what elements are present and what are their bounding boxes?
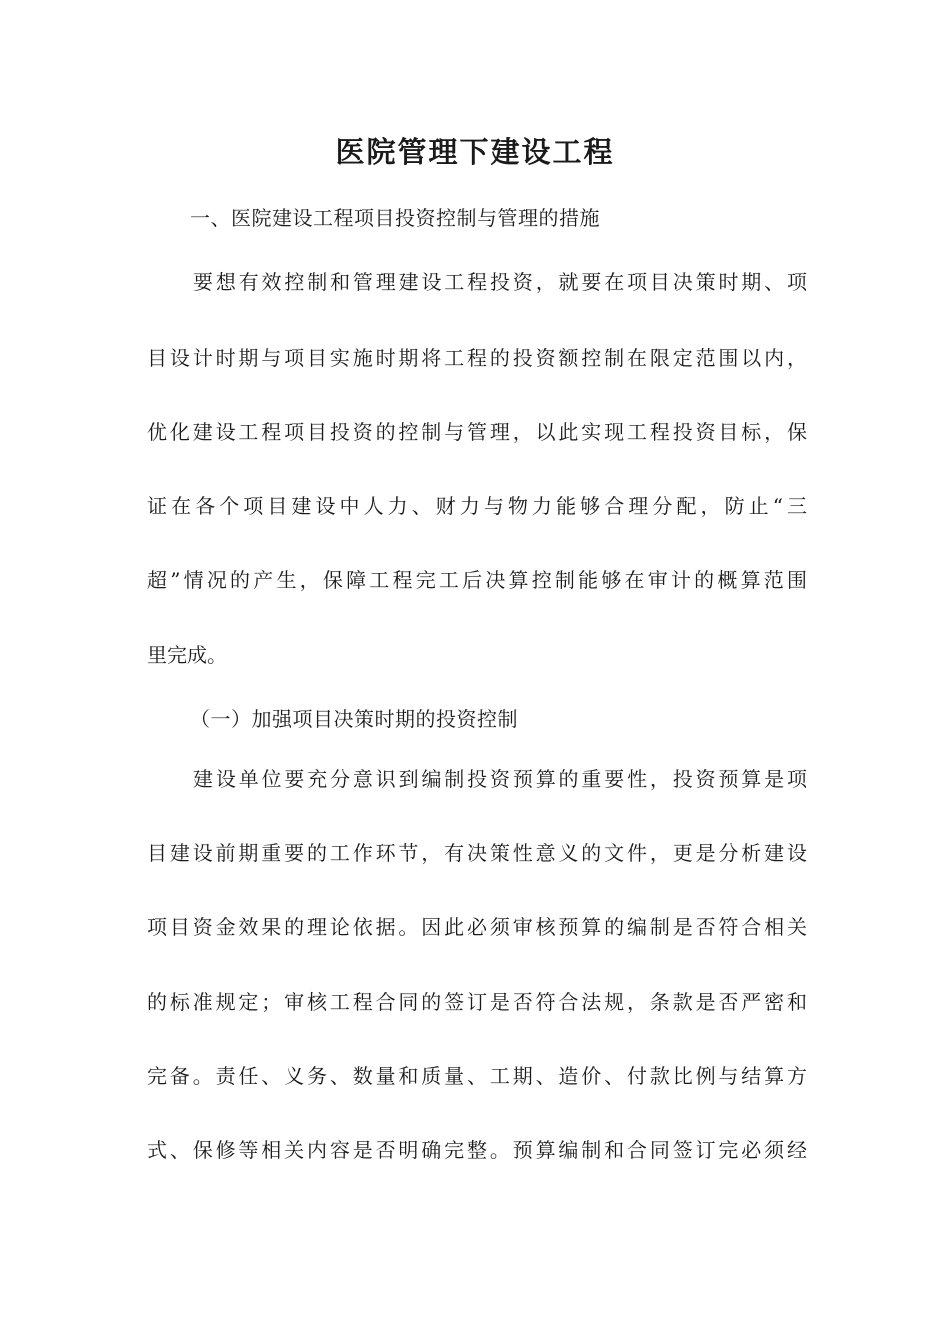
subsection-heading: （一）加强项目决策时期的投资控制 bbox=[190, 707, 518, 731]
paragraph-line: 优化建设工程项目投资的控制与管理，以此实现工程投资目标，保 bbox=[147, 420, 807, 444]
paragraph-line: 建设单位要充分意识到编制投资预算的重要性，投资预算是项 bbox=[193, 767, 807, 791]
paragraph-line: 的标准规定；审核工程合同的签订是否符合法规，条款是否严密和 bbox=[147, 990, 807, 1014]
paragraph-line: 目设计时期与项目实施时期将工程的投资额控制在限定范围以内， bbox=[147, 346, 807, 370]
paragraph-line: 目建设前期重要的工作环节，有决策性意义的文件，更是分析建设 bbox=[147, 841, 807, 865]
paragraph-line: 完备。责任、义务、数量和质量、工期、造价、付款比例与结算方 bbox=[147, 1064, 807, 1088]
document-title: 医院管理下建设工程 bbox=[335, 135, 615, 169]
paragraph-line: 里完成。 bbox=[147, 643, 227, 667]
paragraph-line: 证在各个项目建设中人力、财力与物力能够合理分配，防止“三 bbox=[147, 494, 807, 518]
paragraph-line: 超”情况的产生，保障工程完工后决算控制能够在审计的概算范围 bbox=[147, 568, 807, 592]
paragraph-line: 项目资金效果的理论依据。因此必须审核预算的编制是否符合相关 bbox=[147, 915, 807, 939]
paragraph-line: 式、保修等相关内容是否明确完整。预算编制和合同签订完必须经 bbox=[147, 1138, 807, 1162]
paragraph-line: 要想有效控制和管理建设工程投资，就要在项目决策时期、项 bbox=[193, 270, 807, 294]
section-heading: 一、医院建设工程项目投资控制与管理的措施 bbox=[190, 206, 600, 230]
